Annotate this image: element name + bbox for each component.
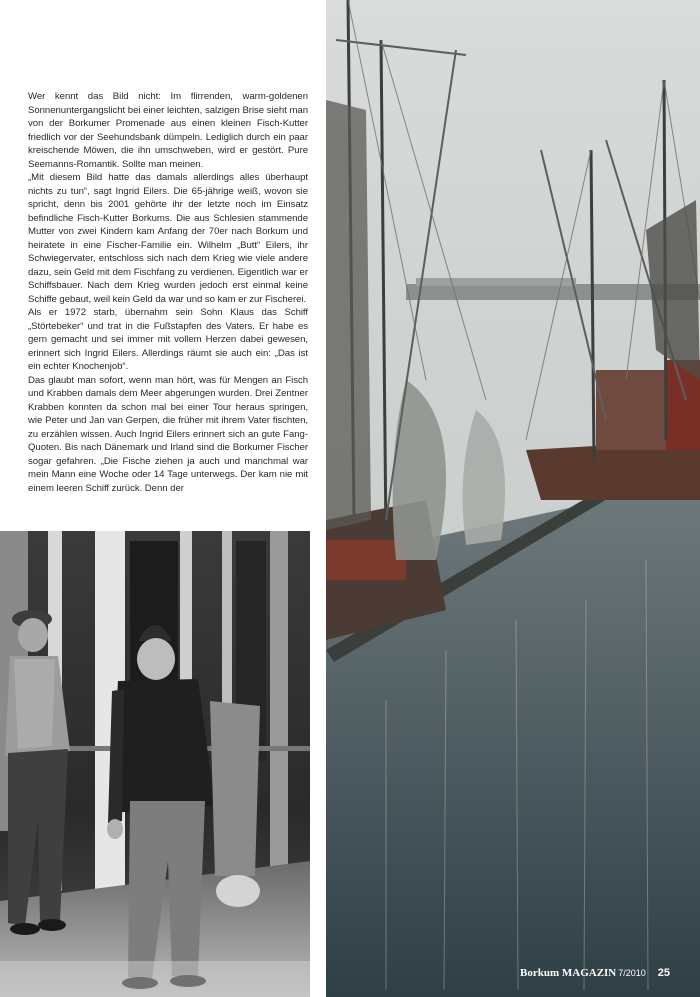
article-text-column xyxy=(28,90,308,495)
article-paragraph: Wer kennt das Bild nicht: Im flirrenden, warm-goldenen Sonnenuntergangslicht bei einer leichten, salzigen Brise sieht man von der Borkumer Promenade aus einen kleinen Fisch-Kutter friedlich vor der Seehundsbank dümpeln. Lediglich durch ein paar kreischende Möwen, die ihn umschweben, wird er gestört. Pure Seemanns-Romantik. Sollte man meinen. xyxy=(28,91,308,170)
harbor-photo xyxy=(326,0,700,997)
page-number: 25 xyxy=(657,967,671,979)
article-paragraph: Das glaubt man sofort, wenn man hört, was für Mengen an Fisch und Krabben damals dem Meer abgerungen wurden. Drei Zentner Krabben konnten da schon mal bei einer Tour heraus springen, wie Peter und Jan van Gerpen, die früher mit ihrem Vater fischten, zu erzählen wissen. Auch Ingrid Eilers erinnert sich an gute Fang-Quoten. Bis nach Dänemark und Irland sind die Borkumer Fischer sogar gefahren. „Die Fische ziehen ja auch und manchmal war mein Mann eine Woche oder 14 Tage unterwegs. Der kam nie mit einem leeren Schiff zurück. Denn der xyxy=(28,374,308,494)
article-paragraph: „Mit diesem Bild hatte das damals allerdings alles überhaupt nichts zu tun“, sagt Ingrid Eilers. Die 65-jährige weiß, wovon sie spricht, denn bis 2001 gehörte ihr der letzte noch im Einsatz befindliche Fisch-Kutter Borkums. Die aus Schlesien stammende Mutter von zwei Kindern kam Anfang der 70er nach Borkum und heiratete in eine Fischer-Familie ein. Wilhelm „Butt“ Eilers, ihr Schwiegervater, entschloss sich nach dem Krieg wie viele andere dazu, sein Geld mit dem Fischfang zu verdienen. Eigentlich war er Schiffsbauer. Nach dem Krieg wurden jedoch erst einmal keine Schiffe gebaut, weil kein Geld da war und so kam er zur Fischerei. xyxy=(28,172,308,305)
issue-number: 7/2010 xyxy=(618,968,646,978)
page-footer xyxy=(520,967,670,979)
magazine-name: Borkum MAGAZIN xyxy=(520,967,617,979)
fishermen-photo xyxy=(0,531,310,997)
article-paragraph: Als er 1972 starb, übernahm sein Sohn Klaus das Schiff „Störtebeker“ und trat in die Fußstapfen des Vaters. Er habe es gern gemacht und sei immer mit vollem Herzen dabei gewesen, erinnert sich Ingrid Eilers. Allerdings räumt sie auch ein: „Das ist ein echter Knochenjob“. xyxy=(28,307,308,372)
